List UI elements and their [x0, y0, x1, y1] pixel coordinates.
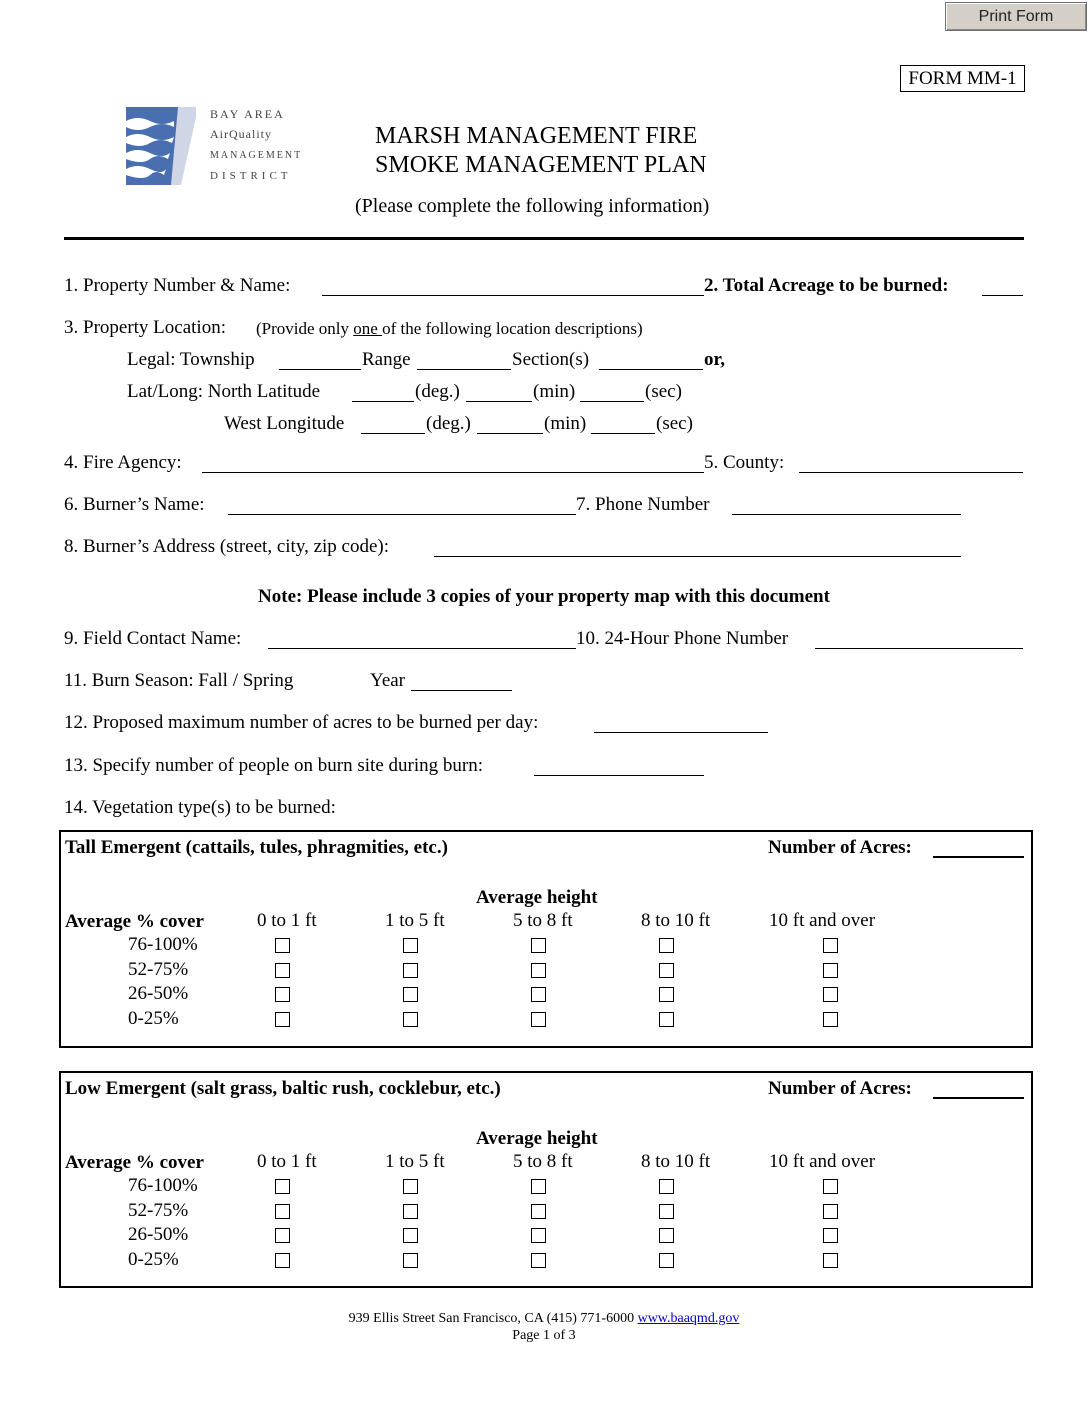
- field-contact-field[interactable]: [268, 648, 576, 649]
- latlong-label: Lat/Long: North Latitude: [127, 381, 321, 402]
- cover-height-checkbox[interactable]: [275, 963, 290, 978]
- height-column-label: 8 to 10 ft: [641, 910, 711, 931]
- cover-height-checkbox[interactable]: [403, 1204, 418, 1219]
- print-form-button[interactable]: Print Form: [945, 2, 1087, 31]
- page-number: Page 1 of 3: [512, 1328, 576, 1343]
- burn-season-label: 11. Burn Season: Fall / Spring: [64, 670, 294, 691]
- page-title-line1: MARSH MANAGEMENT FIRE: [375, 123, 698, 149]
- legal-township-label: Legal: Township: [127, 349, 255, 370]
- logo-line-3: MANAGEMENT: [210, 150, 303, 161]
- cover-height-checkbox[interactable]: [659, 987, 674, 1002]
- website-link[interactable]: www.baaqmd.gov: [637, 1311, 740, 1326]
- cover-height-checkbox[interactable]: [659, 938, 674, 953]
- cover-row-label: 0-25%: [128, 1007, 179, 1029]
- page-title-line2: SMOKE MANAGEMENT PLAN: [375, 152, 707, 178]
- cover-height-checkbox[interactable]: [275, 1253, 290, 1268]
- cover-height-checkbox[interactable]: [531, 963, 546, 978]
- height-column-label: 10 ft and over: [769, 1151, 876, 1172]
- cover-height-checkbox[interactable]: [823, 987, 838, 1002]
- acres-label: Number of Acres:: [768, 1078, 912, 1099]
- township-field[interactable]: [279, 369, 361, 370]
- long-sec-label: (sec): [656, 413, 693, 434]
- form-id-box: FORM MM-1: [900, 65, 1025, 92]
- cover-height-checkbox[interactable]: [823, 963, 838, 978]
- logo-line-1: BAY AREA: [210, 107, 285, 121]
- range-label: Range: [362, 349, 411, 370]
- cover-height-checkbox[interactable]: [403, 938, 418, 953]
- people-count-field[interactable]: [534, 775, 704, 776]
- west-longitude-label: West Longitude: [224, 413, 345, 434]
- max-acres-field[interactable]: [594, 732, 768, 733]
- acres-field[interactable]: [933, 1097, 1024, 1099]
- lat-min-label: (min): [533, 381, 576, 402]
- baaqmd-logo: [126, 107, 303, 187]
- cover-height-checkbox[interactable]: [275, 1012, 290, 1027]
- lat-min-field[interactable]: [466, 401, 532, 402]
- cover-height-checkbox[interactable]: [403, 1228, 418, 1243]
- height-column-label: 8 to 10 ft: [641, 1151, 711, 1172]
- cover-height-checkbox[interactable]: [531, 987, 546, 1002]
- cover-height-checkbox[interactable]: [823, 938, 838, 953]
- cover-height-checkbox[interactable]: [531, 1204, 546, 1219]
- year-label: Year: [370, 670, 406, 691]
- cover-height-checkbox[interactable]: [531, 938, 546, 953]
- cover-height-checkbox[interactable]: [823, 1253, 838, 1268]
- height-column-label: 1 to 5 ft: [385, 910, 445, 931]
- section-label: Section(s): [512, 349, 590, 370]
- cover-height-checkbox[interactable]: [403, 1012, 418, 1027]
- cover-height-checkbox[interactable]: [659, 1253, 674, 1268]
- note-text-b: of the following location descriptions): [382, 319, 643, 338]
- cover-height-checkbox[interactable]: [275, 987, 290, 1002]
- cover-height-checkbox[interactable]: [403, 987, 418, 1002]
- people-count-label: 13. Specify number of people on burn site during burn:: [64, 755, 483, 776]
- county-field[interactable]: [799, 472, 1023, 473]
- page-subtitle: (Please complete the following information): [355, 195, 710, 217]
- height-column-label: 1 to 5 ft: [385, 1151, 445, 1172]
- property-number-field[interactable]: [322, 295, 704, 296]
- cover-height-checkbox[interactable]: [403, 963, 418, 978]
- average-height-label: Average height: [476, 1128, 598, 1149]
- low-emergent-table: [59, 1071, 1033, 1288]
- lat-sec-label: (sec): [645, 381, 682, 402]
- property-number-label: 1. Property Number & Name:: [64, 275, 291, 296]
- phone-24h-field[interactable]: [815, 648, 1023, 649]
- cover-row-label: 26-50%: [128, 983, 189, 1004]
- cover-height-checkbox[interactable]: [275, 1179, 290, 1194]
- average-cover-label: Average % cover: [65, 1152, 204, 1173]
- cover-height-checkbox[interactable]: [531, 1012, 546, 1027]
- acres-label: Number of Acres:: [768, 837, 912, 858]
- height-column-label: 10 ft and over: [769, 910, 876, 931]
- total-acreage-field[interactable]: [982, 295, 1023, 296]
- note-text-one: one: [353, 319, 383, 338]
- cover-height-checkbox[interactable]: [531, 1253, 546, 1268]
- lat-deg-field[interactable]: [352, 401, 414, 402]
- total-acreage-label: 2. Total Acreage to be burned:: [704, 275, 949, 296]
- property-location-note: [256, 319, 643, 339]
- phone-24h-label: 10. 24-Hour Phone Number: [576, 628, 789, 649]
- cover-row-label: 52-75%: [128, 1199, 189, 1221]
- cover-height-checkbox[interactable]: [823, 1204, 838, 1219]
- cover-height-checkbox[interactable]: [823, 1179, 838, 1194]
- acres-field[interactable]: [933, 856, 1024, 858]
- cover-height-checkbox[interactable]: [531, 1228, 546, 1243]
- cover-height-checkbox[interactable]: [659, 1228, 674, 1243]
- logo-line-4: DISTRICT: [210, 170, 292, 182]
- year-field[interactable]: [411, 690, 512, 691]
- burner-address-field[interactable]: [434, 556, 961, 557]
- phone-number-label: 7. Phone Number: [576, 494, 710, 515]
- logo-mark-icon: [126, 107, 196, 185]
- cover-row-label: 0-25%: [128, 1248, 179, 1270]
- logo-line-2: AirQuality: [210, 127, 272, 141]
- height-column-label: 0 to 1 ft: [257, 1151, 317, 1172]
- lat-sec-field[interactable]: [580, 401, 644, 402]
- long-sec-field[interactable]: [591, 433, 655, 434]
- cover-height-checkbox[interactable]: [275, 1228, 290, 1243]
- vegetation-label: 14. Vegetation type(s) to be burned:: [64, 797, 336, 818]
- cover-height-checkbox[interactable]: [275, 1204, 290, 1219]
- cover-height-checkbox[interactable]: [659, 1012, 674, 1027]
- phone-number-field[interactable]: [732, 514, 961, 515]
- county-label: 5. County:: [704, 452, 785, 473]
- cover-height-checkbox[interactable]: [403, 1253, 418, 1268]
- footer-address-text: 939 Ellis Street San Francisco, CA (415) 771-6000: [348, 1311, 638, 1326]
- fire-agency-label: 4. Fire Agency:: [64, 452, 182, 473]
- property-location-label: 3. Property Location:: [64, 317, 226, 338]
- cover-height-checkbox[interactable]: [823, 1228, 838, 1243]
- cover-row-label: 52-75%: [128, 958, 189, 980]
- long-deg-field[interactable]: [361, 433, 425, 434]
- average-cover-label: Average % cover: [65, 911, 204, 932]
- cover-height-checkbox[interactable]: [659, 1179, 674, 1194]
- property-map-note: Note: Please include 3 copies of your property map with this document: [258, 586, 830, 607]
- tall-emergent-table: [59, 830, 1033, 1048]
- long-min-field[interactable]: [477, 433, 543, 434]
- height-column-label: 5 to 8 ft: [513, 1151, 573, 1172]
- cover-height-checkbox[interactable]: [403, 1179, 418, 1194]
- burner-name-field[interactable]: [228, 514, 576, 515]
- table-heading: Low Emergent (salt grass, baltic rush, cocklebur, etc.): [65, 1078, 501, 1099]
- note-text-a: (Provide only: [256, 319, 354, 338]
- range-field[interactable]: [417, 369, 511, 370]
- cover-row-label: 76-100%: [128, 1175, 198, 1196]
- field-contact-label: 9. Field Contact Name:: [64, 628, 242, 649]
- burner-address-label: 8. Burner’s Address (street, city, zip code):: [64, 536, 390, 557]
- divider: [64, 237, 1024, 240]
- cover-row-label: 76-100%: [128, 934, 198, 955]
- or-label: or,: [704, 349, 725, 370]
- table-heading: Tall Emergent (cattails, tules, phragmities, etc.): [65, 837, 448, 858]
- cover-height-checkbox[interactable]: [531, 1179, 546, 1194]
- long-min-label: (min): [544, 413, 587, 434]
- long-deg-label: (deg.): [426, 413, 471, 434]
- max-acres-label: 12. Proposed maximum number of acres to be burned per day:: [64, 712, 539, 733]
- fire-agency-field[interactable]: [202, 472, 704, 473]
- lat-deg-label: (deg.): [415, 381, 460, 402]
- average-height-label: Average height: [476, 887, 598, 908]
- height-column-label: 0 to 1 ft: [257, 910, 317, 931]
- cover-row-label: 26-50%: [128, 1224, 189, 1245]
- height-column-label: 5 to 8 ft: [513, 910, 573, 931]
- burner-name-label: 6. Burner’s Name:: [64, 494, 205, 515]
- cover-height-checkbox[interactable]: [659, 963, 674, 978]
- section-field[interactable]: [599, 369, 703, 370]
- cover-height-checkbox[interactable]: [659, 1204, 674, 1219]
- footer-address: [0, 1310, 1088, 1327]
- cover-height-checkbox[interactable]: [275, 938, 290, 953]
- cover-height-checkbox[interactable]: [823, 1012, 838, 1027]
